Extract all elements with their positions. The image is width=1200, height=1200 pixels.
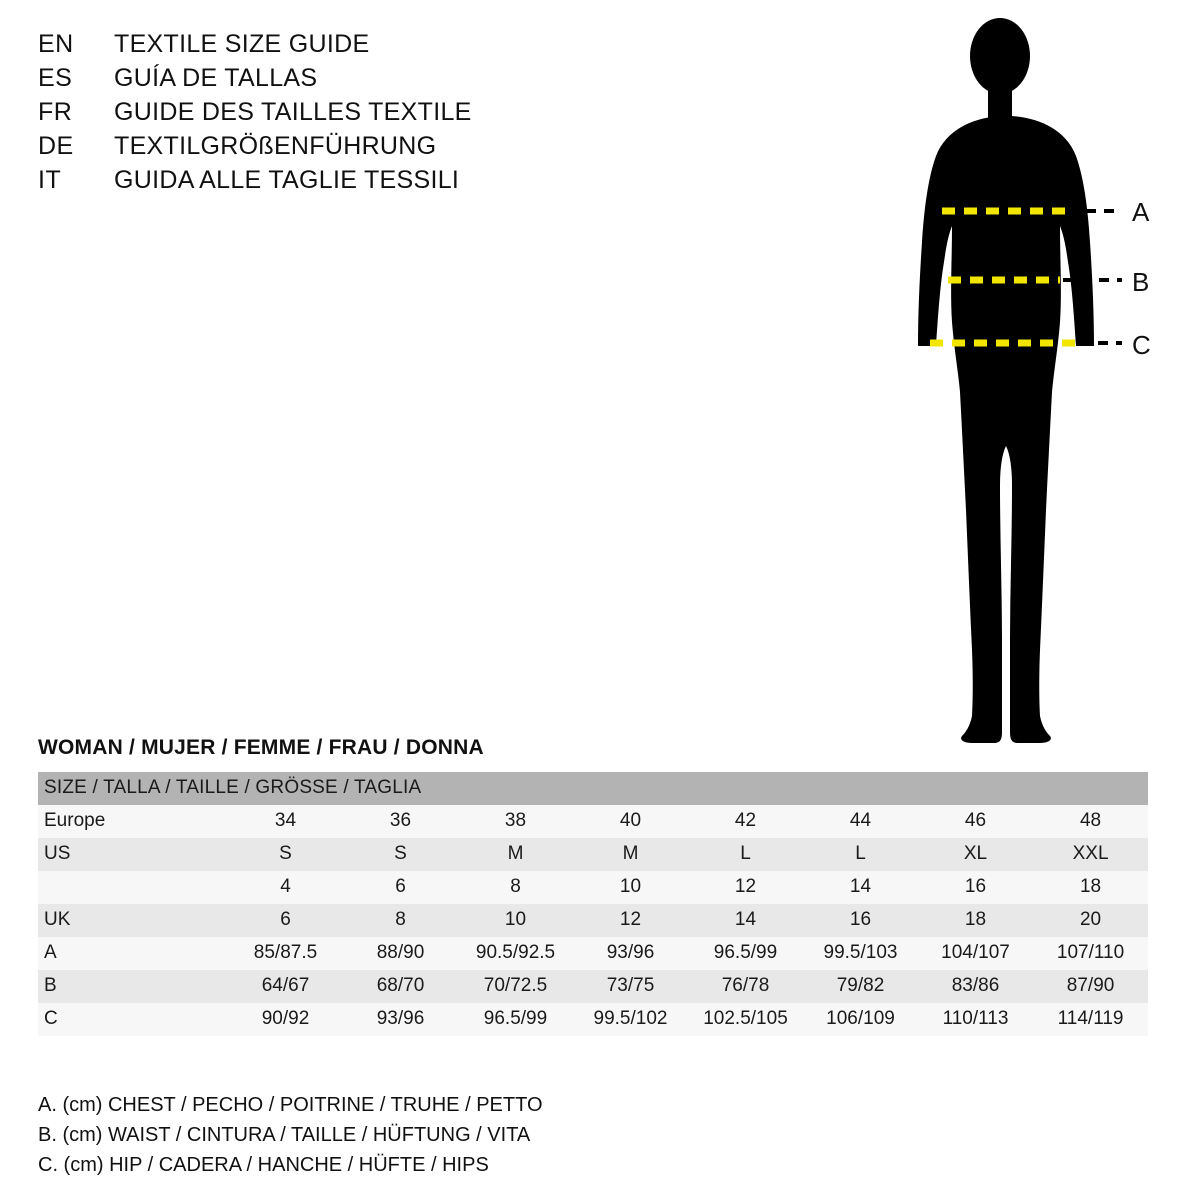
- measurement-label-a: A: [1132, 197, 1150, 227]
- table-cell: 14: [803, 871, 918, 904]
- table-cell: 64/67: [228, 970, 343, 1003]
- row-label: A: [38, 937, 228, 970]
- table-cell: 110/113: [918, 1003, 1033, 1036]
- table-cell: 88/90: [343, 937, 458, 970]
- table-header-row: [38, 772, 1148, 805]
- table-row: [38, 871, 1148, 904]
- table-cell: 102.5/105: [688, 1003, 803, 1036]
- language-row: [38, 30, 598, 64]
- table-cell: 18: [918, 904, 1033, 937]
- row-label: [38, 871, 228, 904]
- table-cell: 48: [1033, 805, 1148, 838]
- table-cell: L: [688, 838, 803, 871]
- table-cell: 46: [918, 805, 1033, 838]
- table-cell: 87/90: [1033, 970, 1148, 1003]
- table-cell: S: [228, 838, 343, 871]
- table-row: [38, 838, 1148, 871]
- language-title: GUIDE DES TAILLES TEXTILE: [114, 98, 472, 126]
- language-code: EN: [38, 30, 74, 58]
- table-cell: M: [573, 838, 688, 871]
- table-cell: 90.5/92.5: [458, 937, 573, 970]
- table-cell: 38: [458, 805, 573, 838]
- row-label: B: [38, 970, 228, 1003]
- language-code: DE: [38, 132, 74, 160]
- language-row: [38, 98, 598, 132]
- table-cell: 96.5/99: [688, 937, 803, 970]
- language-row: [38, 166, 598, 200]
- table-cell: 12: [688, 871, 803, 904]
- table-cell: 93/96: [343, 1003, 458, 1036]
- table-cell: L: [803, 838, 918, 871]
- table-cell: 36: [343, 805, 458, 838]
- table-cell: 93/96: [573, 937, 688, 970]
- table-cell: S: [343, 838, 458, 871]
- table-cell: 68/70: [343, 970, 458, 1003]
- table-cell: 96.5/99: [458, 1003, 573, 1036]
- table-cell: 90/92: [228, 1003, 343, 1036]
- legend-line-b: B. (cm) WAIST / CINTURA / TAILLE / HÜFTUNG / VITA: [38, 1124, 531, 1146]
- size-table-section: [38, 736, 1158, 1036]
- language-row: [38, 132, 598, 166]
- table-cell: 114/119: [1033, 1003, 1148, 1036]
- table-cell: 42: [688, 805, 803, 838]
- table-cell: 73/75: [573, 970, 688, 1003]
- table-cell: XXL: [1033, 838, 1148, 871]
- female-silhouette-icon: [860, 10, 1190, 750]
- table-cell: 99.5/103: [803, 937, 918, 970]
- language-row: [38, 64, 598, 98]
- language-title: TEXTILE SIZE GUIDE: [114, 30, 370, 58]
- table-cell: 34: [228, 805, 343, 838]
- table-heading: WOMAN / MUJER / FEMME / FRAU / DONNA: [38, 736, 484, 759]
- table-cell: 10: [573, 871, 688, 904]
- table-cell: 107/110: [1033, 937, 1148, 970]
- table-cell: 16: [918, 871, 1033, 904]
- language-code: FR: [38, 98, 73, 126]
- legend-line-a: A. (cm) CHEST / PECHO / POITRINE / TRUHE / PETTO: [38, 1094, 543, 1116]
- row-label: C: [38, 1003, 228, 1036]
- measurement-legend: [38, 1090, 938, 1180]
- size-table: [38, 772, 1148, 1036]
- language-code: IT: [38, 166, 62, 194]
- table-cell: 83/86: [918, 970, 1033, 1003]
- table-row: [38, 1003, 1148, 1036]
- table-cell: 76/78: [688, 970, 803, 1003]
- table-cell: 104/107: [918, 937, 1033, 970]
- measurement-label-b: B: [1132, 267, 1150, 297]
- table-cell: 18: [1033, 871, 1148, 904]
- table-header-label: SIZE / TALLA / TAILLE / GRÖSSE / TAGLIA: [38, 772, 1148, 805]
- language-title: GUÍA DE TALLAS: [114, 64, 318, 92]
- row-label: US: [38, 838, 228, 871]
- table-cell: 8: [458, 871, 573, 904]
- legend-line-c: C. (cm) HIP / CADERA / HANCHE / HÜFTE / HIPS: [38, 1154, 489, 1176]
- table-cell: 106/109: [803, 1003, 918, 1036]
- table-row: [38, 904, 1148, 937]
- table-cell: 99.5/102: [573, 1003, 688, 1036]
- table-cell: 20: [1033, 904, 1148, 937]
- table-cell: 40: [573, 805, 688, 838]
- row-label: Europe: [38, 805, 228, 838]
- table-cell: XL: [918, 838, 1033, 871]
- table-cell: 16: [803, 904, 918, 937]
- table-cell: 85/87.5: [228, 937, 343, 970]
- table-cell: 6: [228, 904, 343, 937]
- table-cell: 12: [573, 904, 688, 937]
- language-title: GUIDA ALLE TAGLIE TESSILI: [114, 166, 460, 194]
- table-cell: 10: [458, 904, 573, 937]
- language-title-list: [38, 30, 598, 200]
- measurement-label-c: C: [1132, 330, 1151, 360]
- table-cell: 4: [228, 871, 343, 904]
- table-cell: 6: [343, 871, 458, 904]
- table-cell: 44: [803, 805, 918, 838]
- language-code: ES: [38, 64, 73, 92]
- table-cell: 8: [343, 904, 458, 937]
- table-cell: M: [458, 838, 573, 871]
- table-row: [38, 805, 1148, 838]
- table-row: [38, 970, 1148, 1003]
- body-measurement-figure: [860, 10, 1190, 750]
- table-cell: 14: [688, 904, 803, 937]
- table-cell: 79/82: [803, 970, 918, 1003]
- table-cell: 70/72.5: [458, 970, 573, 1003]
- table-row: [38, 937, 1148, 970]
- language-title: TEXTILGRÖßENFÜHRUNG: [114, 132, 437, 160]
- row-label: UK: [38, 904, 228, 937]
